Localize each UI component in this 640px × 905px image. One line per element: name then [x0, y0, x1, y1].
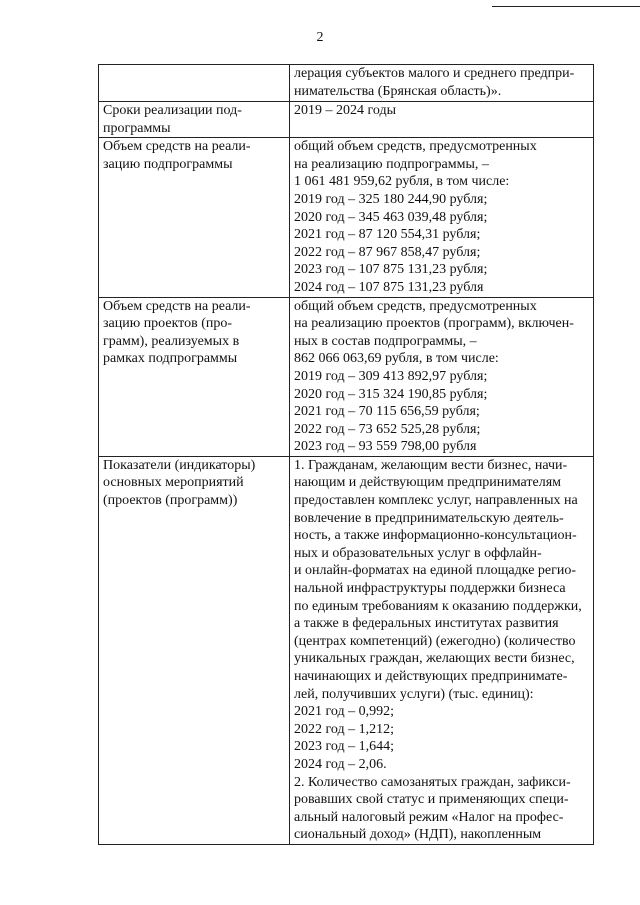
value-line: ность, а также информационно-консультацион- [294, 528, 577, 544]
row-value-cell [290, 456, 594, 844]
value-line: 2019 год – 309 413 892,97 рубля; [294, 368, 488, 384]
label-line: Объем средств на реали- [103, 139, 251, 155]
row-value-cell [290, 297, 594, 456]
row-label-cell [99, 102, 290, 138]
value-line: 2022 год – 87 967 858,47 рубля; [294, 244, 481, 260]
value-line: 2023 год – 107 875 131,23 рубля; [294, 262, 488, 278]
value-line: 2019 – 2024 годы [294, 103, 397, 118]
value-line: 2024 год – 107 875 131,23 рубля [294, 279, 484, 295]
value-line: 2021 год – 70 115 656,59 рубля; [294, 404, 480, 420]
value-line: 2019 год – 325 180 244,90 рубля; [294, 191, 488, 207]
value-line: 2. Количество самозанятых граждан, зафикси- [294, 774, 571, 790]
value-line: (центрах компетенций) (ежегодно) (количество [294, 633, 576, 649]
value-line: ных в состав подпрограммы, – [294, 333, 477, 349]
value-line: нимательства (Брянская область)». [294, 83, 502, 99]
value-line: 2022 год – 1,212; [294, 721, 395, 737]
table-row [99, 102, 594, 138]
value-line: предоставлен комплекс услуг, направленных на [294, 493, 578, 509]
value-line: ровавших свой статус и применяющих специ- [294, 792, 569, 808]
value-line: 2020 год – 315 324 190,85 рубля; [294, 386, 488, 402]
value-line: общий объем средств, предусмотренных [294, 298, 537, 314]
row-value-cell [290, 138, 594, 297]
value-line: а также в федеральных институтах развития [294, 616, 559, 632]
table-row [99, 138, 594, 297]
row-label-cell [99, 297, 290, 456]
value-line: вовлечение в предпринимательскую деятель- [294, 510, 564, 526]
passport-table [98, 64, 594, 845]
value-line: нальной инфраструктуры поддержки бизнеса [294, 581, 566, 597]
label-line: зацию подпрограммы [103, 156, 233, 172]
label-line: зацию проектов (про- [103, 316, 233, 332]
value-line: 2023 год – 93 559 798,00 рубля [294, 439, 477, 455]
value-line: 1. Гражданам, желающим вести бизнес, начи- [294, 457, 568, 473]
value-line: 2024 год – 2,06. [294, 756, 387, 772]
row-label-cell [99, 456, 290, 844]
row-value-cell [290, 65, 594, 102]
value-line: альный налоговый режим «Налог на профес- [294, 809, 564, 825]
value-line: 2020 год – 345 463 039,48 рубля; [294, 209, 488, 225]
value-line: уникальных граждан, желающих вести бизнес, [294, 651, 575, 667]
value-line: 2022 год – 73 652 525,28 рубля; [294, 421, 481, 437]
label-line: основных мероприятий [103, 475, 244, 491]
value-line: по единым требованиям к оказанию поддержки, [294, 598, 582, 614]
value-line: 1 061 481 959,62 рубля, в том числе: [294, 174, 510, 190]
table-row [99, 65, 594, 102]
table-row [99, 297, 594, 456]
label-line: Показатели (индикаторы) [103, 457, 256, 473]
label-line: Сроки реализации под- [103, 103, 242, 118]
value-line: общий объем средств, предусмотренных [294, 139, 537, 155]
value-line: сиональный доход» (НДП), накопленным [294, 827, 542, 843]
value-line: лерация субъектов малого и среднего предпри- [294, 66, 575, 81]
value-line: 2023 год – 1,644; [294, 739, 395, 755]
value-line: 2021 год – 87 120 554,31 рубля; [294, 227, 481, 243]
value-line: на реализацию проектов (программ), включен- [294, 316, 574, 332]
value-line: 862 066 063,69 рубля, в том числе: [294, 351, 499, 367]
table-row [99, 456, 594, 844]
value-line: ных и образовательных услуг в оффлайн- [294, 545, 542, 561]
value-line: и онлайн-форматах на единой площадке регио- [294, 563, 577, 579]
value-line: 2021 год – 0,992; [294, 704, 395, 720]
label-line: грамм), реализуемых в [103, 333, 240, 349]
value-line: лей, получивших услуги) (тыс. единиц): [294, 686, 534, 702]
page-number: 2 [316, 30, 324, 45]
label-line: Объем средств на реали- [103, 298, 251, 314]
value-line: начинающих и действующих предпринимате- [294, 669, 568, 684]
top-rule [492, 6, 640, 7]
value-line: на реализацию подпрограммы, – [294, 156, 489, 172]
row-label-cell [99, 65, 290, 102]
label-line: программы [103, 120, 171, 136]
row-label-cell [99, 138, 290, 297]
value-line: нающим и действующим предпринимателям [294, 475, 562, 491]
label-line: рамках подпрограммы [103, 351, 238, 367]
label-line: (проектов (программ)) [103, 493, 238, 509]
row-value-cell [290, 102, 594, 138]
